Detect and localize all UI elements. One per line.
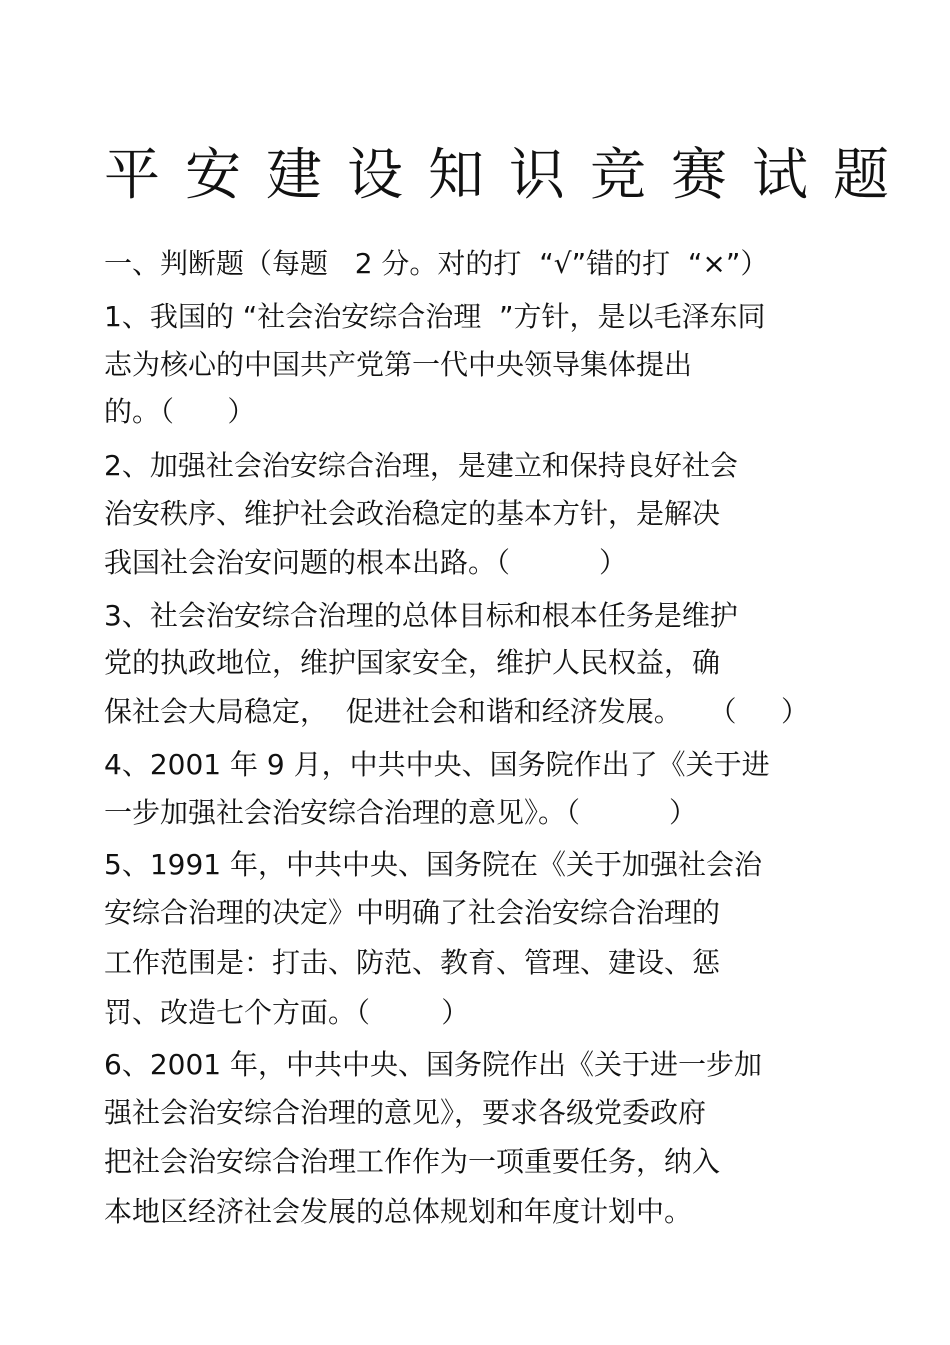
question-2-line-3: 我国社会治安问题的根本出路。（ ） (104, 546, 628, 579)
question-3-line-1: 3、社会治安综合治理的总体目标和根本任务是维护 (104, 599, 738, 632)
question-5-line-4: 罚、改造七个方面。（ ） (104, 996, 470, 1029)
question-1-line-1: 1、我国的 “社会治安综合治理 ”方针，是以毛泽东同 (104, 300, 766, 333)
document-title: 平安建设知识竞赛试题 (104, 143, 914, 208)
question-5-line-3: 工作范围是：打击、防范、教育、管理、建设、惩 (104, 946, 721, 979)
section-heading: 一、判断题（每题 2 分。对的打 “√”错的打 “×”） (104, 247, 769, 280)
question-4-line-1: 4、2001 年 9 月，中共中央、国务院作出了《关于进 (104, 748, 770, 781)
question-1-line-3: 的。（ ） (104, 395, 256, 428)
question-5-line-1: 5、1991 年，中共中央、国务院在《关于加强社会治 (104, 848, 762, 881)
question-1-line-2: 志为核心的中国共产党第一代中央领导集体提出 (104, 348, 693, 381)
question-6-line-1: 6、2001 年，中共中央、国务院作出《关于进一步加 (104, 1048, 762, 1081)
question-5-line-2: 安综合治理的决定》中明确了社会治安综合治理的 (104, 896, 721, 929)
question-6-line-2: 强社会治安综合治理的意见》，要求各级党委政府 (104, 1096, 707, 1129)
question-6-line-3: 把社会治安综合治理工作作为一项重要任务，纳入 (104, 1145, 721, 1178)
question-3-line-3: 保社会大局稳定， 促进社会和谐和经济发展。 （ ） (104, 695, 810, 728)
question-2-line-2: 治安秩序、维护社会政治稳定的基本方针，是解决 (104, 497, 721, 530)
question-2-line-1: 2、加强社会治安综合治理，是建立和保持良好社会 (104, 449, 738, 482)
question-3-line-2: 党的执政地位，维护国家安全，维护人民权益，确 (104, 646, 721, 679)
question-6-line-4: 本地区经济社会发展的总体规划和年度计划中。 (104, 1195, 693, 1228)
question-4-line-2: 一步加强社会治安综合治理的意见》。（ ） (104, 796, 698, 829)
